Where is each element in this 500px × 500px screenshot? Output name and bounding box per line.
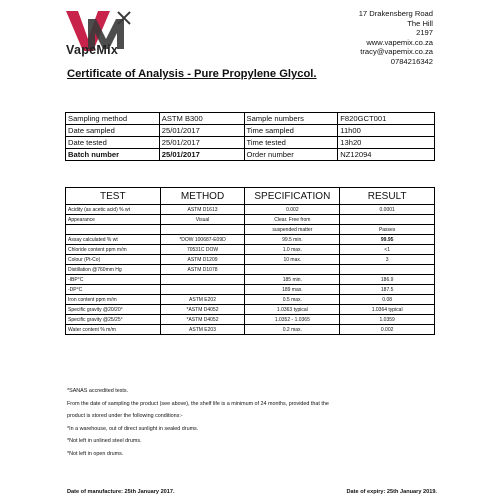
- info-cell-v2: 11h00: [338, 125, 435, 137]
- table-row: [66, 315, 435, 325]
- result-cell-method: ASTM D1209: [160, 255, 245, 265]
- info-cell-l1: Date sampled: [66, 125, 160, 137]
- result-cell-spec: 1.0363 typical: [245, 305, 340, 315]
- info-cell-v1: ASTM B300: [159, 113, 244, 125]
- table-row: [66, 325, 435, 335]
- result-cell-test: -IBP°C: [66, 275, 161, 285]
- table-row: [66, 295, 435, 305]
- website-link[interactable]: www.vapemix.co.za: [366, 37, 433, 47]
- info-cell-v1: 25/01/2017: [159, 125, 244, 137]
- table-row: [66, 255, 435, 265]
- result-cell-test: Appearance: [66, 215, 161, 225]
- result-cell-spec: Clear. Free from: [245, 215, 340, 225]
- result-cell-spec: suspended matter: [245, 225, 340, 235]
- manufacture-date: Date of manufacture: 25th January 2017.: [67, 489, 175, 495]
- table-row: [66, 265, 435, 275]
- result-cell-result: 3: [340, 255, 435, 265]
- result-cell-method: ASTM D1078: [160, 265, 245, 275]
- result-cell-method: ASTM E202: [160, 295, 245, 305]
- result-cell-spec: 0.5 max.: [245, 295, 340, 305]
- result-cell-method: [160, 275, 245, 285]
- info-cell-l2: Time tested: [244, 137, 338, 149]
- note: From the date of sampling the product (see above), the shelf life is a minimum of 24 months, provided that the: [67, 400, 329, 407]
- sample-info-table: [65, 112, 435, 161]
- header-result: RESULT: [340, 188, 435, 205]
- note: *In a warehouse, out of direct sunlight in sealed drums.: [67, 425, 199, 432]
- result-cell-method: *ASTM D4052: [160, 305, 245, 315]
- result-cell-test: [66, 225, 161, 235]
- info-cell-l2: Order number: [244, 149, 338, 161]
- info-cell-v1: 25/01/2017: [159, 137, 244, 149]
- document-title: Certificate of Analysis - Pure Propylene Glycol.: [67, 68, 317, 80]
- info-row: [66, 113, 435, 125]
- info-cell-l2: Time sampled: [244, 125, 338, 137]
- info-cell-l1: Date tested: [66, 137, 160, 149]
- result-cell-method: *DOW 100687-E09D: [160, 235, 245, 245]
- expiry-date: Date of expiry: 25th January 2019.: [346, 489, 437, 495]
- result-cell-method: *ASTM D4052: [160, 315, 245, 325]
- result-cell-result: Passes: [340, 225, 435, 235]
- info-cell-l1: Sampling method: [66, 113, 160, 125]
- result-cell-result: [340, 265, 435, 275]
- result-cell-result: 0.0001: [340, 205, 435, 215]
- result-cell-result: 187.5: [340, 285, 435, 295]
- result-cell-test: Acidity (as acetic acid) % wt: [66, 205, 161, 215]
- result-cell-result: 99.95: [340, 235, 435, 245]
- header-specification: SPECIFICATION: [245, 188, 340, 205]
- table-row: [66, 205, 435, 215]
- info-cell-l1: Batch number: [66, 149, 160, 161]
- result-cell-test: Chloride content ppm m/m: [66, 245, 161, 255]
- result-cell-result: [340, 215, 435, 225]
- table-row: [66, 215, 435, 225]
- result-cell-spec: 1.0352 - 1.0365: [245, 315, 340, 325]
- result-cell-test: -DP°C: [66, 285, 161, 295]
- result-cell-method: ASTM D1613: [160, 205, 245, 215]
- result-cell-method: Visual: [160, 215, 245, 225]
- result-cell-spec: [245, 265, 340, 275]
- note: *Not left in unlined steel drums.: [67, 438, 142, 445]
- address-line: 17 Drakensberg Road: [358, 9, 433, 18]
- info-row: [66, 125, 435, 137]
- result-cell-test: Assay calculated % wt: [66, 235, 161, 245]
- table-row: [66, 285, 435, 295]
- table-row: [66, 235, 435, 245]
- result-cell-test: Distillation @760mm Hg: [66, 265, 161, 275]
- result-cell-spec: 1.0 max.: [245, 245, 340, 255]
- result-cell-result: 1.0364 typical: [340, 305, 435, 315]
- info-cell-v1: 25/01/2017: [159, 149, 244, 161]
- table-row: [66, 225, 435, 235]
- info-row: [66, 149, 435, 161]
- company-address: [359, 9, 433, 67]
- result-cell-spec: 185 min.: [245, 275, 340, 285]
- result-cell-test: Specific gravity @20/20°: [66, 305, 161, 315]
- result-cell-method: [160, 285, 245, 295]
- result-cell-spec: 0.2 max.: [245, 325, 340, 335]
- result-cell-spec: 10 max.: [245, 255, 340, 265]
- table-row: [66, 275, 435, 285]
- phone-number: 0784216342: [390, 56, 433, 66]
- note: product is stored under the following conditions:-: [67, 413, 183, 420]
- note: *SANAS accredited tests.: [67, 388, 129, 394]
- header-test: TEST: [66, 188, 161, 205]
- brand-name: VapeMix: [66, 43, 119, 57]
- note: *Not left in open drums.: [67, 450, 124, 457]
- result-cell-method: ASTM E203: [160, 325, 245, 335]
- result-cell-test: Iron content ppm m/m: [66, 295, 161, 305]
- address-line: The Hill: [407, 18, 433, 28]
- result-cell-test: Colour (Pt-Co): [66, 255, 161, 265]
- address-line: 2197: [416, 28, 433, 38]
- result-cell-spec: 0.002: [245, 205, 340, 215]
- notes-section: [67, 388, 329, 464]
- result-cell-spec: 189 max.: [245, 285, 340, 295]
- info-cell-v2: 13h20: [338, 137, 435, 149]
- result-cell-test: Water content % m/m: [66, 325, 161, 335]
- results-table: [65, 187, 435, 335]
- email-link[interactable]: tracy@vapemix.co.za: [360, 47, 433, 57]
- result-cell-result: 0.08: [340, 295, 435, 305]
- result-cell-result: 0.002: [340, 325, 435, 335]
- info-cell-v2: NZ12094: [338, 149, 435, 161]
- result-cell-result: <1: [340, 245, 435, 255]
- result-cell-spec: 99.5 min.: [245, 235, 340, 245]
- result-cell-method: 70531C DOW: [160, 245, 245, 255]
- result-cell-test: Specific gravity @25/25°: [66, 315, 161, 325]
- result-cell-result: 1.0359: [340, 315, 435, 325]
- info-row: [66, 137, 435, 149]
- table-row: [66, 305, 435, 315]
- result-cell-result: 186.9: [340, 275, 435, 285]
- info-cell-v2: F820GCT001: [338, 113, 435, 125]
- result-cell-method: [160, 225, 245, 235]
- table-row: [66, 245, 435, 255]
- info-cell-l2: Sample numbers: [244, 113, 338, 125]
- header-method: METHOD: [160, 188, 245, 205]
